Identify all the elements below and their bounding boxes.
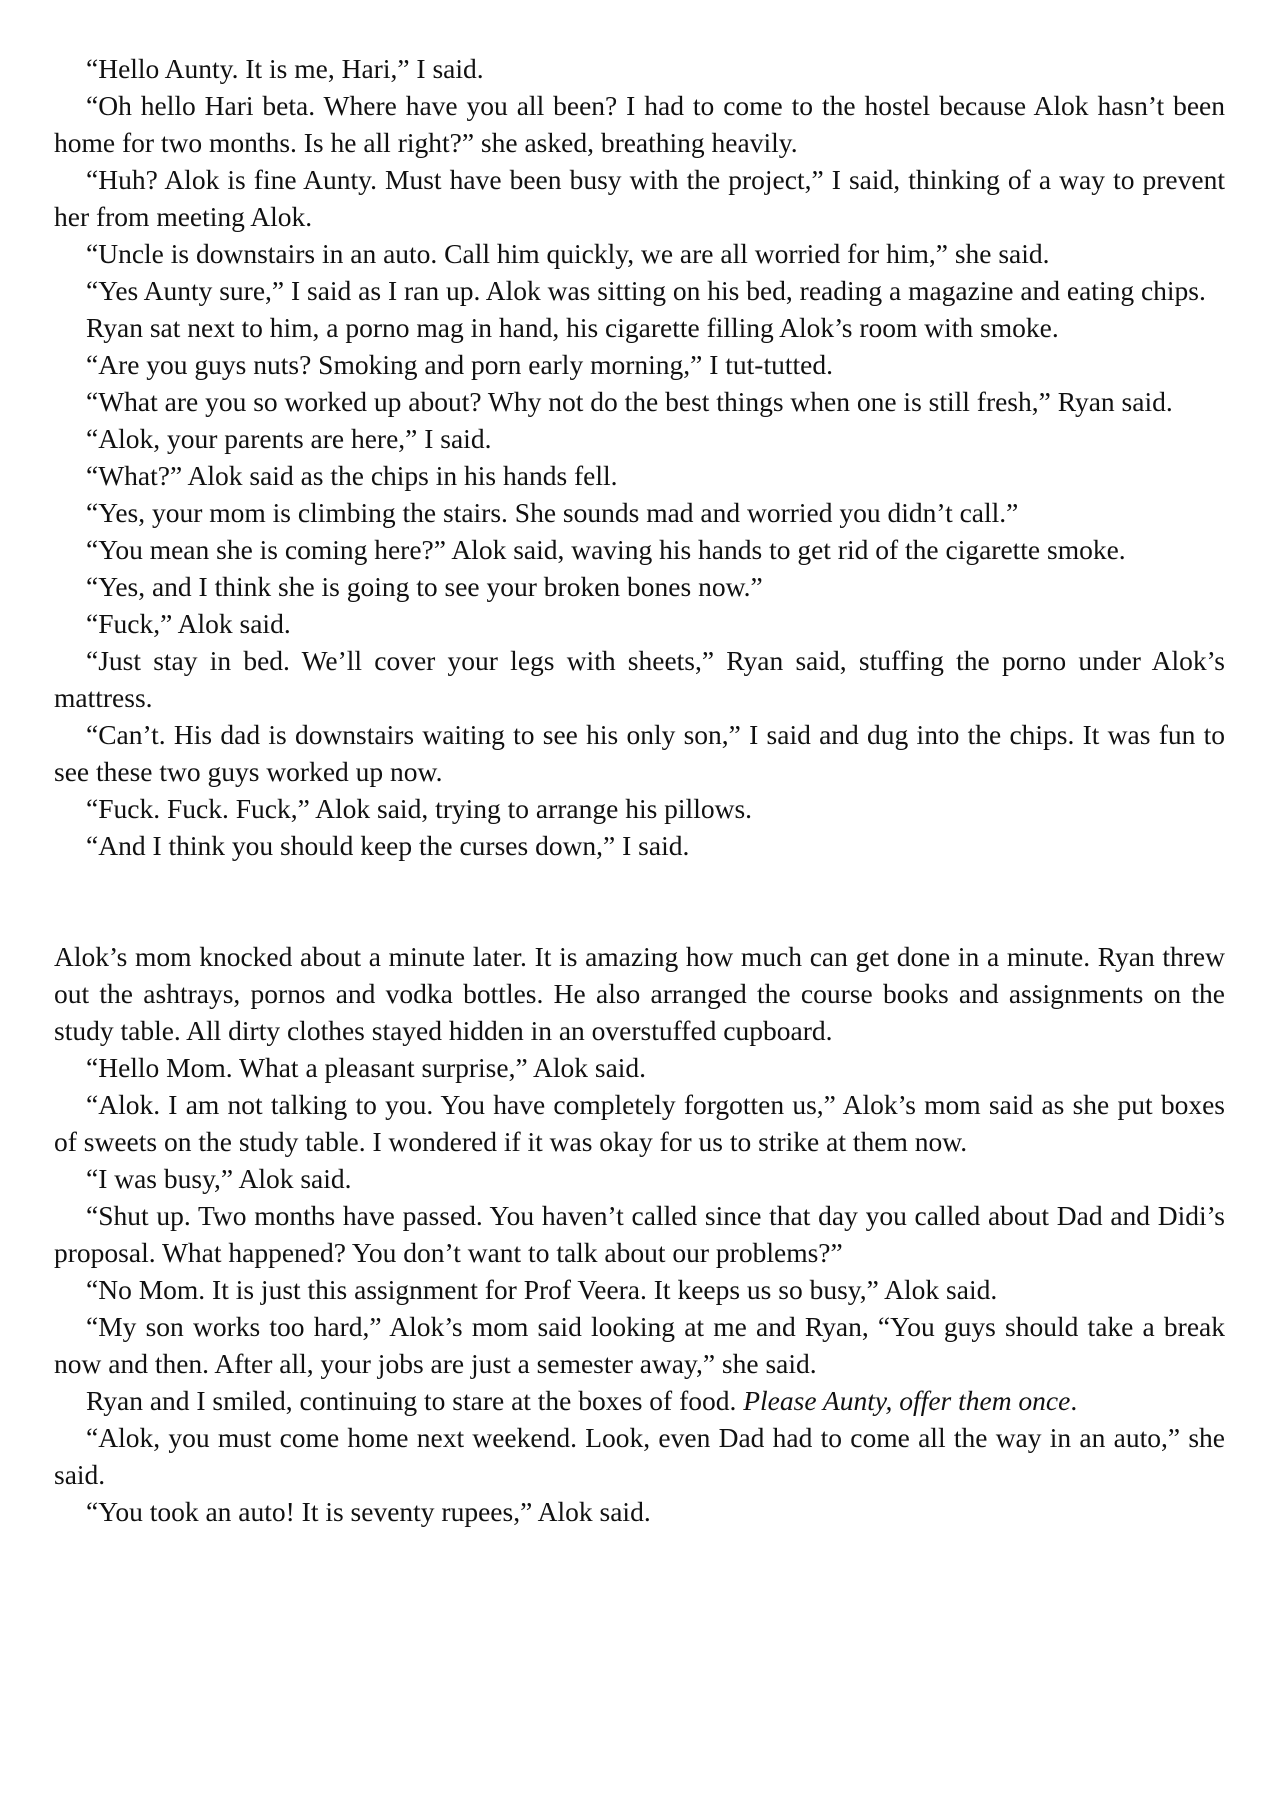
paragraph: “Hello Aunty. It is me, Hari,” I said. [86, 53, 484, 84]
paragraph: “Are you guys nuts? Smoking and porn early morning,” I tut-tutted. [86, 349, 833, 380]
paragraph: “Alok, you must come home next weekend. Look, even Dad had to come all the way in an auto,” she said. [54, 1422, 1225, 1490]
paragraph: “Fuck. Fuck. Fuck,” Alok said, trying to arrange his pillows. [86, 793, 753, 824]
section-opening-paragraph: Alok’s mom knocked about a minute later. It is amazing how much can get done in a minute. Ryan threw out the ashtrays, pornos and vodka bottles. He also arranged the course books and assignments on the study table. All dirty clothes stayed hidden in an overstuffed cupboard. [54, 941, 1225, 1046]
paragraph-with-thought [54, 1382, 1225, 1419]
paragraph: “And I think you should keep the curses down,” I said. [86, 830, 690, 861]
paragraph: “Just stay in bed. We’ll cover your legs with sheets,” Ryan said, stuffing the porno under Alok’s mattress. [54, 645, 1225, 713]
paragraph: “I was busy,” Alok said. [86, 1163, 352, 1194]
paragraph: Ryan sat next to him, a porno mag in hand, his cigarette filling Alok’s room with smoke. [86, 312, 1059, 343]
paragraph-end: . [1070, 1385, 1078, 1416]
paragraph: “Alok, your parents are here,” I said. [86, 423, 492, 454]
paragraph: “Fuck,” Alok said. [86, 608, 291, 639]
paragraph: “You took an auto! It is seventy rupees,” Alok said. [86, 1496, 651, 1527]
section-break [54, 864, 1225, 938]
paragraph: “Can’t. His dad is downstairs waiting to see his only son,” I said and dug into the chips. It was fun to see these two guys worked up now. [54, 719, 1225, 787]
paragraph: “No Mom. It is just this assignment for Prof Veera. It keeps us so busy,” Alok said. [86, 1274, 998, 1305]
paragraph: “What are you so worked up about? Why not do the best things when one is still fresh,” Ryan said. [86, 386, 1173, 417]
paragraph: “Yes, your mom is climbing the stairs. She sounds mad and worried you didn’t call.” [86, 497, 1019, 528]
paragraph: “What?” Alok said as the chips in his hands fell. [86, 460, 618, 491]
paragraph: “You mean she is coming here?” Alok said, waving his hands to get rid of the cigarette smoke. [86, 534, 1126, 565]
italic-thought: Please Aunty, offer them once [743, 1385, 1071, 1416]
paragraph: “Uncle is downstairs in an auto. Call him quickly, we are all worried for him,” she said. [86, 238, 1050, 269]
paragraph: “Yes, and I think she is going to see your broken bones now.” [86, 571, 763, 602]
paragraph: “Oh hello Hari beta. Where have you all been? I had to come to the hostel because Alok hasn’t been home for two months. Is he all right?” she asked, breathing heavily. [54, 90, 1225, 158]
paragraph: “My son works too hard,” Alok’s mom said looking at me and Ryan, “You guys should take a break now and then. After all, your jobs are just a semester away,” she said. [54, 1311, 1225, 1379]
paragraph: “Yes Aunty sure,” I said as I ran up. Alok was sitting on his bed, reading a magazine and eating chips. [86, 275, 1206, 306]
paragraph: “Hello Mom. What a pleasant surprise,” Alok said. [86, 1052, 647, 1083]
paragraph: “Huh? Alok is fine Aunty. Must have been busy with the project,” I said, thinking of a way to prevent her from meeting Alok. [54, 164, 1225, 232]
paragraph: “Shut up. Two months have passed. You haven’t called since that day you called about Dad and Didi’s proposal. What happened? You don’t want to talk about our problems?” [54, 1200, 1225, 1268]
paragraph: “Alok. I am not talking to you. You have completely forgotten us,” Alok’s mom said as she put boxes of sweets on the study table. I wondered if it was okay for us to strike at them now. [54, 1089, 1225, 1157]
paragraph-text: Ryan and I smiled, continuing to stare at the boxes of food. [86, 1385, 744, 1416]
